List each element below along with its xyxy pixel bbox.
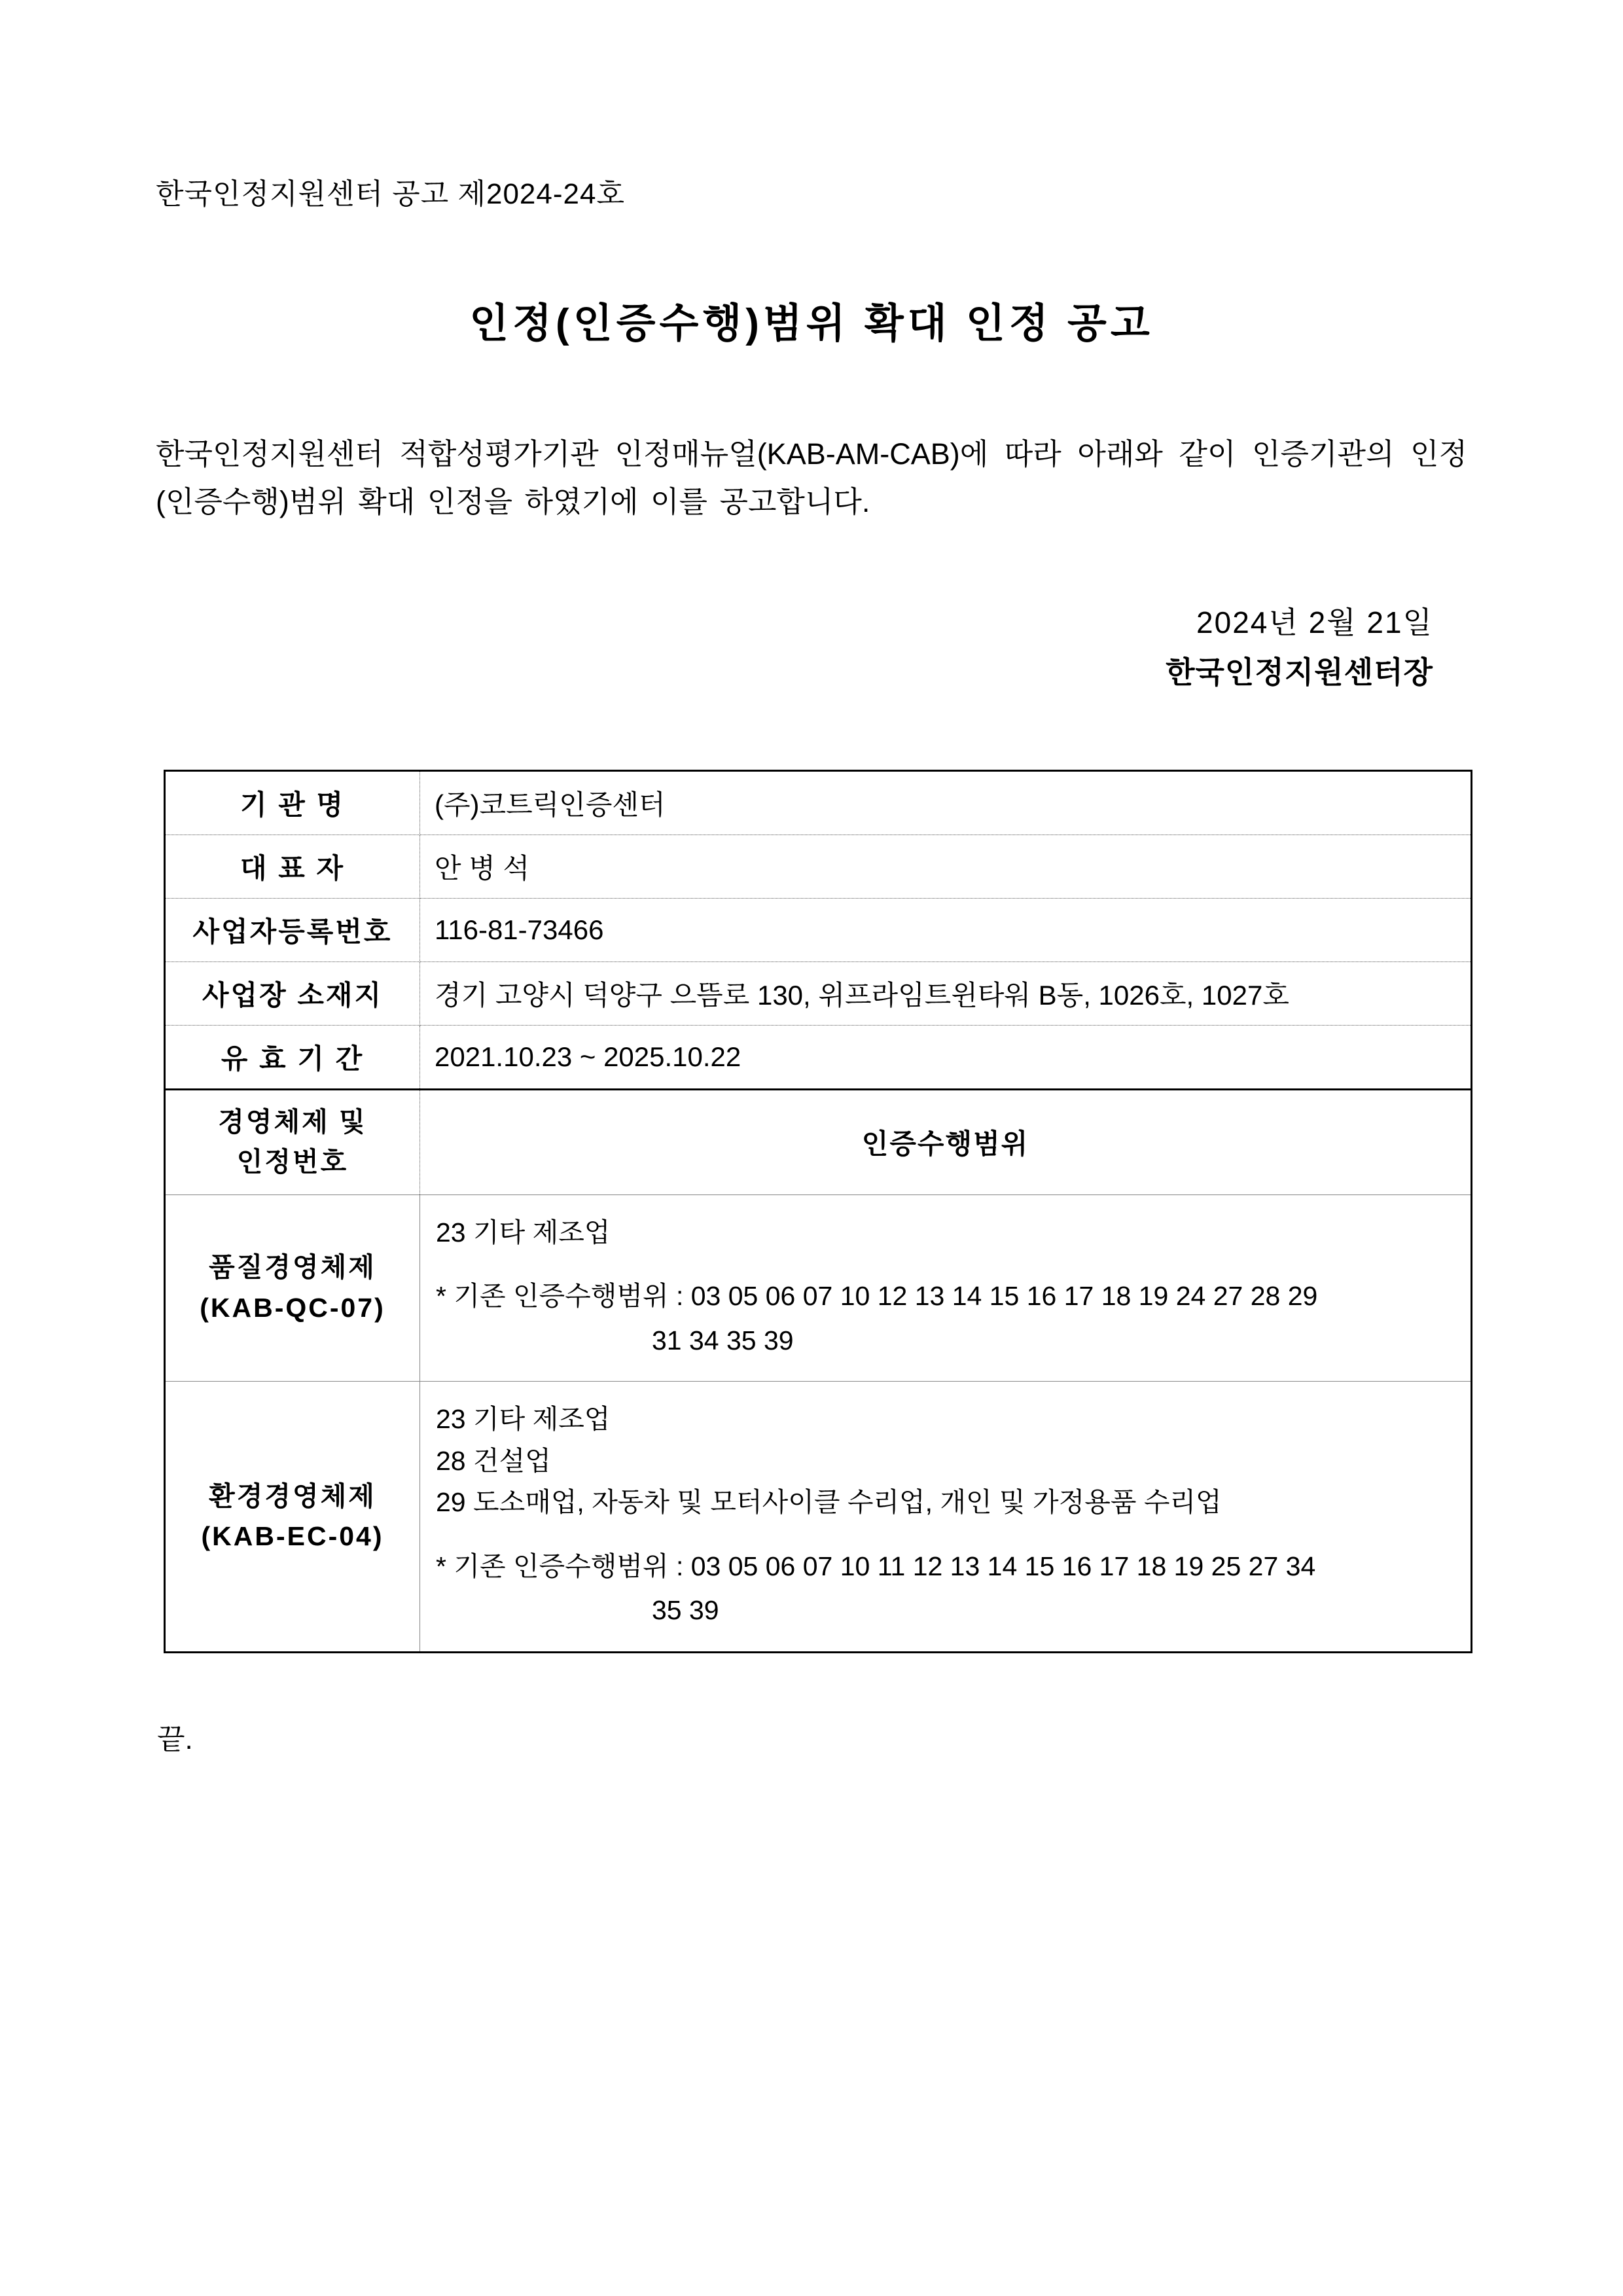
document-number: 한국인정지원센터 공고 제2024-24호 bbox=[156, 178, 625, 210]
table-row-scope bbox=[165, 1382, 1472, 1653]
intro-paragraph bbox=[156, 431, 1467, 526]
table-row bbox=[165, 961, 1472, 1025]
scope-body-quality bbox=[420, 1194, 1472, 1382]
date-signature-block bbox=[151, 598, 1433, 698]
row-value-organization-name: (주)코트릭인증센터 bbox=[420, 770, 1472, 834]
scope-label-environment-line2: (KAB-EC-04) bbox=[201, 1521, 384, 1552]
scope-existing-note-continued: 31 34 35 39 bbox=[652, 1325, 794, 1355]
row-label-business-number: 사업자등록번호 bbox=[165, 898, 420, 961]
scope-body-environment bbox=[420, 1382, 1472, 1653]
table-row bbox=[165, 1025, 1472, 1089]
row-label-valid-period: 유 효 기 간 bbox=[165, 1025, 420, 1089]
scope-header-label-line2: 인정번호 bbox=[236, 1147, 349, 1177]
row-value-business-number: 116-81-73466 bbox=[420, 898, 1472, 961]
table-row bbox=[165, 834, 1472, 898]
table-row-scope-header bbox=[165, 1089, 1472, 1194]
row-value-address: 경기 고양시 덕양구 으뜸로 130, 위프라임트윈타워 B동, 1026호, 1027호 bbox=[420, 961, 1472, 1025]
page-title: 인정(인증수행)범위 확대 인정 공고 bbox=[469, 301, 1154, 346]
scope-existing-note-continued: 35 39 bbox=[652, 1595, 719, 1626]
scope-header-label-line1: 경영체제 및 bbox=[218, 1106, 367, 1137]
table-row bbox=[165, 770, 1472, 834]
scope-label-environment-line1: 환경경영체제 bbox=[209, 1480, 376, 1511]
scope-label-quality-line1: 품질경영체제 bbox=[209, 1252, 376, 1283]
scope-existing-note: * 기존 인증수행범위 : 03 05 06 07 10 12 13 14 15 16 17 18 19 24 27 28 29 bbox=[436, 1281, 1318, 1312]
signer-name: 한국인정지원센터장 bbox=[1166, 655, 1433, 689]
scope-item: 23 기타 제조업 bbox=[436, 1217, 611, 1247]
intro-text: 한국인정지원센터 적합성평가기관 인정매뉴얼(KAB-AM-CAB)에 따라 아래와 같이 인증기관의 인정(인증수행)범위 확대 인정을 하였기에 이를 공고합니다. bbox=[156, 437, 1467, 518]
row-value-representative: 안 병 석 bbox=[420, 834, 1472, 898]
scope-header-label bbox=[165, 1089, 420, 1194]
issue-date: 2024년 2월 21일 bbox=[1196, 605, 1433, 639]
scope-header-title: 인증수행범위 bbox=[420, 1089, 1472, 1194]
scope-existing-note: * 기존 인증수행범위 : 03 05 06 07 10 11 12 13 14 15 16 17 18 19 25 27 34 bbox=[436, 1551, 1316, 1581]
scope-label-environment bbox=[165, 1382, 420, 1653]
scope-item: 28 건설업 bbox=[436, 1445, 551, 1476]
row-label-representative: 대 표 자 bbox=[165, 834, 420, 898]
organization-info-table bbox=[164, 770, 1472, 1653]
scope-item: 23 기타 제조업 bbox=[436, 1404, 611, 1435]
table-row bbox=[165, 898, 1472, 961]
row-value-valid-period: 2021.10.23 ~ 2025.10.22 bbox=[420, 1025, 1472, 1089]
row-label-address: 사업장 소재지 bbox=[165, 961, 420, 1025]
row-label-organization-name: 기 관 명 bbox=[165, 770, 420, 834]
scope-item: 29 도소매업, 자동차 및 모터사이클 수리업, 개인 및 가정용품 수리업 bbox=[436, 1487, 1222, 1518]
scope-label-quality bbox=[165, 1194, 420, 1382]
table-row-scope bbox=[165, 1194, 1472, 1382]
end-mark: 끝. bbox=[157, 1723, 193, 1755]
scope-label-quality-line2: (KAB-QC-07) bbox=[200, 1292, 385, 1323]
